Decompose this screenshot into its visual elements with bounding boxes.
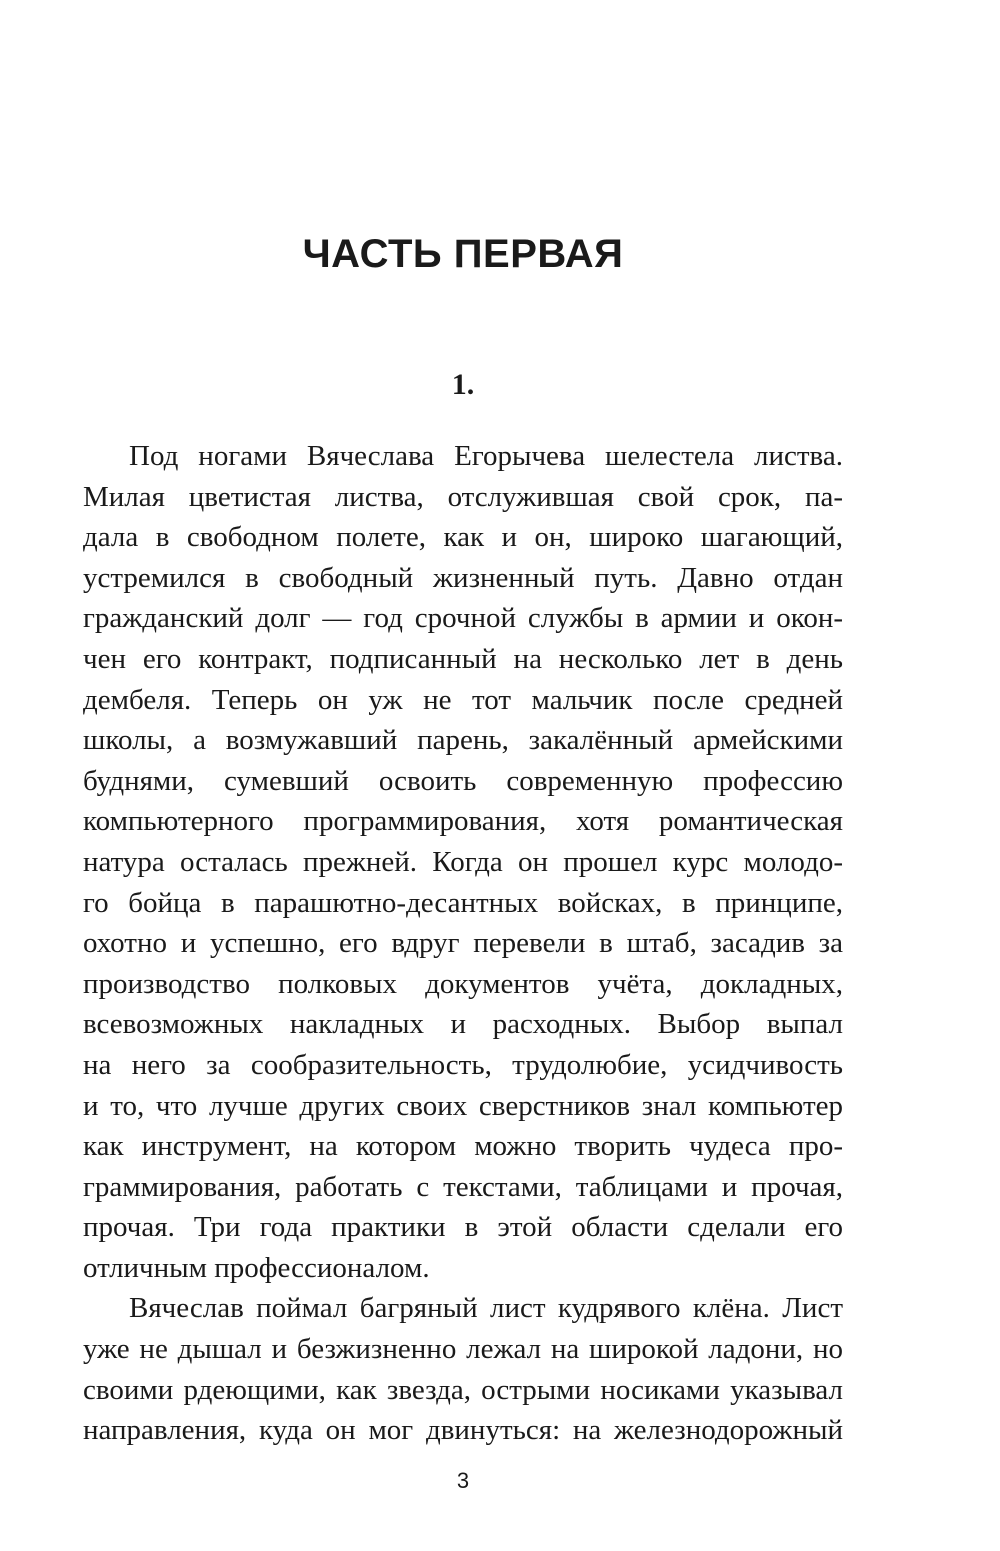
text-line: чен его контракт, подписанный на несколько лет в день — [83, 642, 843, 675]
text-line: устремился в свободный жизненный путь. Давно отдан — [83, 561, 843, 594]
body-text — [83, 436, 843, 1451]
chapter-number: 1. — [451, 368, 475, 401]
text-line: как инструмент, на котором можно творить чудеса про- — [83, 1130, 843, 1163]
text-line: уже не дышал и безжизненно лежал на широкой ладони, но — [83, 1333, 843, 1366]
text-line: направления, куда он мог двинуться: на железнодорожный — [83, 1414, 843, 1447]
text-line: на него за сообразительность, трудолюбие, усидчивость — [83, 1048, 843, 1081]
text-line: отличным профессионалом. — [83, 1251, 430, 1284]
text-line: го бойца в парашютно-десантных войсках, в принципе, — [83, 886, 843, 919]
text-line: компьютерного программирования, хотя романтическая — [83, 805, 843, 838]
page-number: 3 — [456, 1468, 470, 1493]
paragraph-2 — [83, 1288, 843, 1450]
text-line: дала в свободном полете, как и он, широко шагающий, — [83, 521, 843, 554]
text-line: граммирования, работать с текстами, таблицами и прочая, — [83, 1170, 843, 1203]
text-line: прочая. Три года практики в этой области сделали его — [83, 1211, 843, 1244]
text-line: охотно и успешно, его вдруг перевели в штаб, засадив за — [83, 927, 843, 960]
text-line: Вячеслав поймал багряный лист кудрявого клёна. Лист — [129, 1292, 843, 1325]
text-line: натура осталась прежней. Когда он прошел курс молодо- — [83, 845, 843, 878]
part-title: ЧАСТЬ ПЕРВАЯ — [302, 232, 624, 276]
text-line: Милая цветистая листва, отслужившая свой срок, па- — [83, 480, 843, 513]
text-line: всевозможных накладных и расходных. Выбор выпал — [83, 1008, 843, 1041]
text-line: и то, что лучше других своих сверстников знал компьютер — [83, 1089, 843, 1122]
text-line: школы, а возмужавший парень, закалённый армейскими — [83, 724, 843, 757]
text-line: производство полковых документов учёта, докладных, — [83, 967, 843, 1000]
text-line: буднями, сумевший освоить современную профессию — [83, 764, 843, 797]
text-line: Под ногами Вячеслава Егорычева шелестела листва. — [129, 440, 843, 472]
text-line: своими рдеющими, как звезда, острыми носиками указывал — [83, 1373, 843, 1406]
text-line: гражданский долг — год срочной службы в армии и окон- — [83, 602, 843, 635]
text-line: дембеля. Теперь он уж не тот мальчик после средней — [83, 683, 843, 716]
paragraph-1 — [83, 436, 843, 1288]
